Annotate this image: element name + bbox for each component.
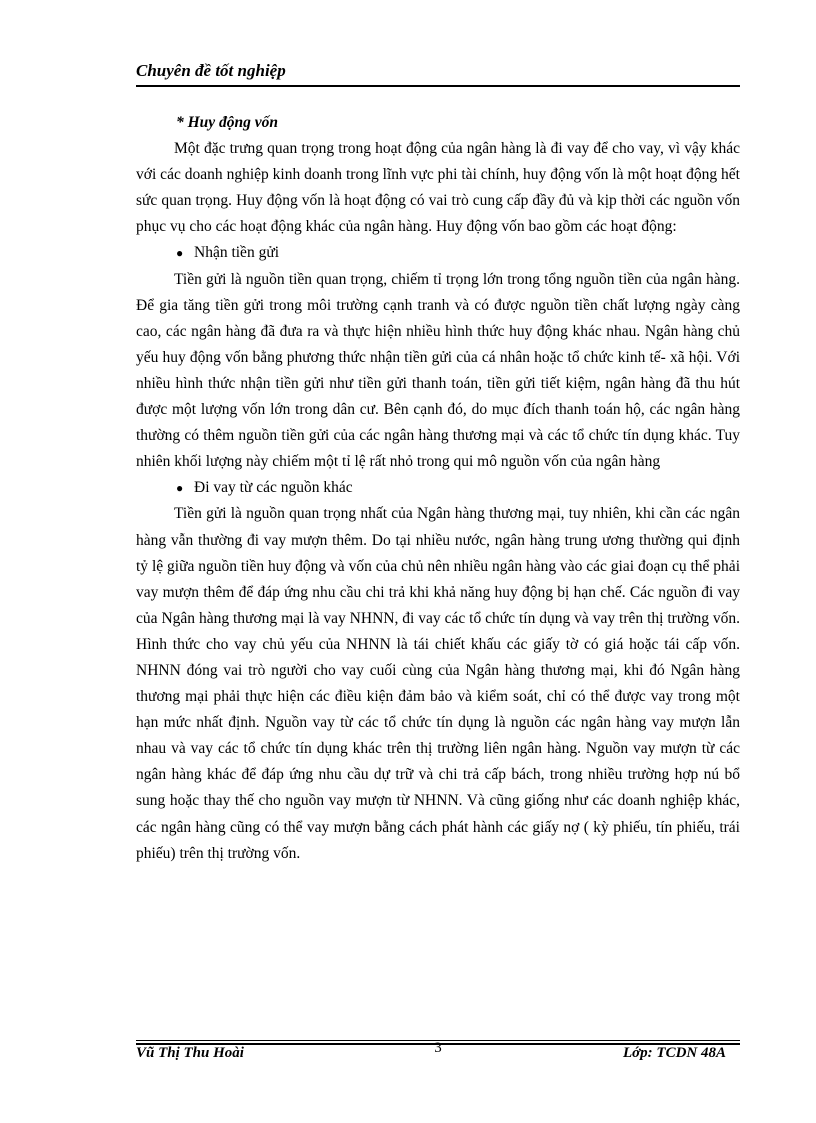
page-content: [136, 110, 740, 867]
bullet-item-borrowing: [136, 475, 740, 501]
page-number: 3: [434, 1040, 442, 1056]
bullet-label: Đi vay từ các nguồn khác: [194, 479, 353, 497]
bullet-item-deposits: [136, 240, 740, 266]
header-rule: [136, 85, 740, 87]
section-heading: * Huy động vốn: [176, 114, 279, 131]
page-footer: [136, 1038, 740, 1078]
deposits-paragraph: Tiền gửi là nguồn tiền quan trọng, chiếm tỉ trọng lớn trong tổng nguồn tiền của ngân hàng. Để gia tăng tiền gửi trong môi trường cạnh tranh và có được nguồn tiền chất lượng ngày càng cao, các ngân hàng đã đưa ra và thực hiện nhiều hình thức huy động khác nhau. Ngân hàng chủ yếu huy động vốn bằng phương thức nhận tiền gửi của cá nhân hoặc tổ chức kinh tế- xã hội. Với nhiều hình thức nhận tiền gửi như tiền gửi thanh toán, tiền gửi tiết kiệm, ngân hàng đã thu hút được một lượng vốn lớn trong dân cư. Bên cạnh đó, do mục đích thanh toán hộ, các ngân hàng thường có thêm nguồn tiền gửi của các ngân hàng thương mại và các tổ chức tín dụng khác. Tuy nhiên khối lượng này chiếm một tỉ lệ rất nhỏ trong qui mô nguồn vốn của ngân hàng: [136, 270, 740, 471]
borrowing-paragraph: Tiền gửi là nguồn quan trọng nhất của Ngân hàng thương mại, tuy nhiên, khi cần các ngân hàng vẫn thường đi vay mượn thêm. Do tại nhiều nước, ngân hàng trung ương thường qui định tỷ lệ giữa nguồn tiền huy động và vốn của chủ nên nhiều ngân hàng vào các giai đoạn cụ thể phải vay mượn thêm để đáp ứng nhu cầu chi trả khi khả năng huy động bị hạn chế. Các nguồn đi vay của Ngân hàng thương mại là vay NHNN, đi vay các tổ chức tín dụng và vay trên thị trường vốn. Hình thức cho vay chủ yếu của NHNN là tái chiết khấu các giấy tờ có giá hoặc tái cấp vốn. NHNN đóng vai trò người cho vay cuối cùng của Ngân hàng thương mại, khi đó Ngân hàng thương mại phải thực hiện các điều kiện đảm bảo và kiểm soát, chỉ có thể được vay trong một hạn mức nhất định. Nguồn vay từ các tổ chức tín dụng là nguồn các ngân hàng vay mượn lẫn nhau và vay các tổ chức tín dụng khác trên thị trường liên ngân hàng. Nguồn vay mượn từ các ngân hàng khác để đáp ứng nhu cầu dự trữ và chi trả cấp bách, trong nhiều trường hợp nú bổ sung hoặc thay thế cho nguồn vay mượn từ NHNN. Và cũng giống như các doanh nghiệp khác, các ngân hàng cũng có thể vay mượn bằng cách phát hành các giấy nợ ( kỳ phiếu, tín phiếu, trái phiếu) trên thị trường vốn.: [136, 505, 740, 862]
page-header: [136, 58, 740, 84]
bullet-dot-icon: ●: [176, 246, 184, 261]
bullet-label: Nhận tiền gửi: [194, 244, 280, 262]
footer-author: Vũ Thị Thu Hoài: [136, 1045, 244, 1061]
footer-class: Lớp: TCDN 48A: [622, 1045, 726, 1061]
header-title: Chuyên đề tốt nghiệp: [136, 61, 286, 80]
intro-paragraph: Một đặc trưng quan trọng trong hoạt động của ngân hàng là đi vay để cho vay, vì vậy khác với các doanh nghiệp kinh doanh trong lĩnh vực phi tài chính, huy động vốn là một hoạt động hết sức quan trọng. Huy động vốn là hoạt động có vai trò cung cấp đầy đủ và kịp thời các nguồn vốn phục vụ cho các hoạt động khác của ngân hàng. Huy động vốn bao gồm các hoạt động:: [136, 140, 740, 236]
bullet-dot-icon: ●: [176, 481, 184, 496]
